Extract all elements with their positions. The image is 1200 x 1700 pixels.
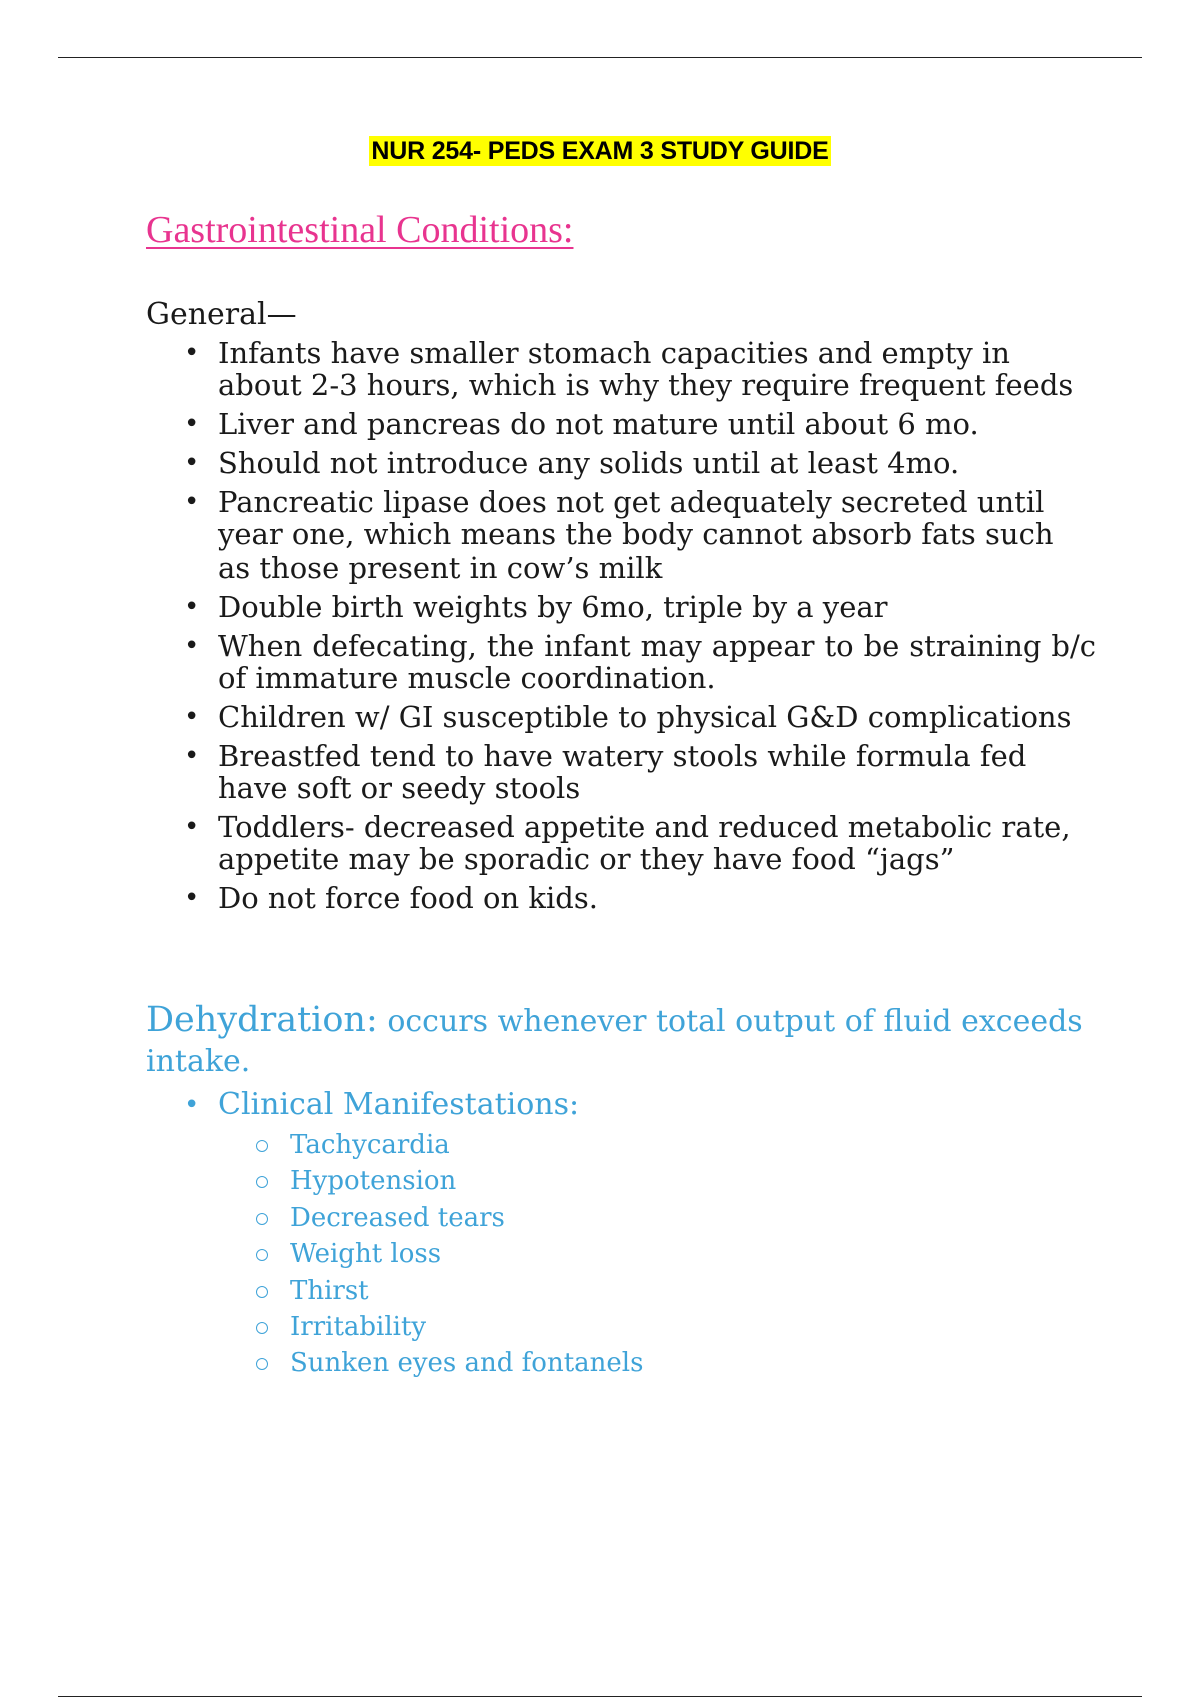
dehydration-list (146, 1087, 643, 1382)
list-item: • When defecating, the infant may appear to be straining b/c of immature muscle coordination. (184, 629, 1096, 695)
bullet-icon: • (184, 883, 200, 913)
manifestations-list (218, 1127, 643, 1382)
list-item: • Children w/ GI susceptible to physical G&D complications (184, 700, 1072, 734)
document-title-text: NUR 254- PEDS EXAM 3 STUDY GUIDE (371, 137, 829, 165)
bullet-icon: • (184, 338, 200, 368)
document-title (0, 137, 1200, 166)
list-item: • Pancreatic lipase does not get adequately secreted until year one, which means the body cannot absorb fats such as those present in cow’s milk (146, 486, 1096, 584)
list-item (146, 1087, 643, 1382)
list-item: Decreased tears (218, 1200, 643, 1236)
list-item: • Toddlers- decreased appetite and reduced metabolic rate, appetite may be sporadic or they have food “jags” (184, 810, 1071, 876)
bottom-rule (58, 1696, 1142, 1697)
bullet-icon: • (184, 812, 200, 842)
list-item: Sunken eyes and fontanels (218, 1345, 643, 1381)
circle-bullet-icon (256, 1249, 268, 1261)
list-item: Hypotension (218, 1163, 643, 1199)
dehydration-title: Dehydration: (146, 1000, 378, 1040)
general-label: General— (146, 297, 297, 332)
list-item: Irritability (218, 1309, 643, 1345)
top-rule (58, 57, 1142, 58)
dehydration-paragraph (146, 1000, 1096, 1082)
list-item: Thirst (218, 1273, 643, 1309)
bullet-icon: • (184, 448, 200, 478)
list-item: • Should not introduce any solids until at least 4mo. (184, 446, 960, 480)
circle-bullet-icon (256, 1322, 268, 1334)
bullet-icon: • (184, 702, 200, 732)
list-item: • Double birth weights by 6mo, triple by a year (184, 590, 888, 624)
bullet-icon: • (184, 487, 200, 517)
bullet-icon: • (184, 1090, 200, 1120)
bullet-icon: • (184, 631, 200, 661)
bullet-icon: • (184, 592, 200, 622)
list-item: Tachycardia (218, 1127, 643, 1163)
list-item: Weight loss (218, 1236, 643, 1272)
circle-bullet-icon (256, 1213, 268, 1225)
section-heading-gi: Gastrointestinal Conditions: (146, 209, 574, 251)
bullet-icon: • (184, 741, 200, 771)
list-item: • Liver and pancreas do not mature until about 6 mo. (184, 407, 979, 441)
circle-bullet-icon (256, 1286, 268, 1298)
bullet-icon: • (184, 409, 200, 439)
circle-bullet-icon (256, 1140, 268, 1152)
circle-bullet-icon (256, 1176, 268, 1188)
circle-bullet-icon (256, 1358, 268, 1370)
list-item-continuation: as those present in cow’s milk (218, 551, 663, 585)
manifestations-label: Clinical Manifestations: (218, 1087, 580, 1122)
general-list (146, 337, 1096, 921)
dehydration-definition: occurs whenever total output of fluid exceeds intake. (146, 1004, 1083, 1079)
list-item: • Infants have smaller stomach capacities and empty in about 2-3 hours, which is why they require frequent feeds (184, 336, 1074, 402)
list-item: • Do not force food on kids. (184, 881, 598, 915)
list-item: • Breastfed tend to have watery stools while formula fed have soft or seedy stools (184, 739, 1027, 805)
